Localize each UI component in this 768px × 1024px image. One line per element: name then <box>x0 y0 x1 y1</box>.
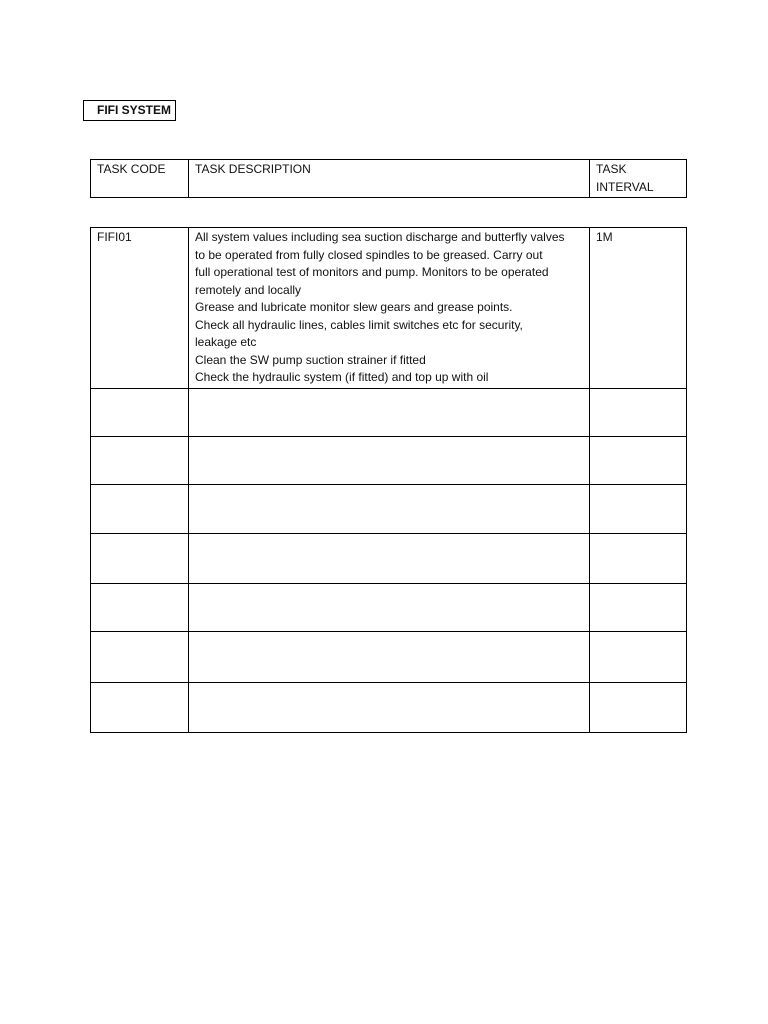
empty-cell <box>91 484 189 533</box>
task-description-line: Clean the SW pump suction strainer if fitted <box>195 352 426 367</box>
task-table <box>90 227 687 733</box>
empty-cell <box>91 388 189 436</box>
empty-cell <box>189 388 590 436</box>
task-description-line: Check the hydraulic system (if fitted) and top up with oil <box>195 370 489 384</box>
header-table <box>90 159 687 198</box>
table-row <box>91 631 687 682</box>
header-row <box>91 160 687 198</box>
header-task-interval-line2: INTERVAL <box>596 179 654 194</box>
table-row <box>91 388 687 436</box>
empty-cell <box>91 682 189 732</box>
empty-cell <box>590 436 687 484</box>
empty-cell <box>189 682 590 732</box>
header-task-description: TASK DESCRIPTION <box>189 160 590 198</box>
table-row <box>91 436 687 484</box>
empty-cell <box>91 436 189 484</box>
task-description-line: Grease and lubricate monitor slew gears and grease points. <box>195 300 513 314</box>
header-task-interval-line1: TASK <box>596 162 627 176</box>
task-description-cell <box>189 228 590 389</box>
task-description-line: Check all hydraulic lines, cables limit switches etc for security, <box>195 317 523 332</box>
empty-cell <box>590 533 687 583</box>
empty-cell <box>91 631 189 682</box>
empty-cell <box>590 583 687 631</box>
table-row <box>91 228 687 389</box>
table-row <box>91 583 687 631</box>
task-code-cell: FIFI01 <box>91 228 189 389</box>
empty-cell <box>590 388 687 436</box>
task-description-line: to be operated from fully closed spindles to be greased. Carry out <box>195 247 543 262</box>
empty-cell <box>189 583 590 631</box>
task-description-line: All system values including sea suction discharge and butterfly valves <box>195 230 565 244</box>
section-title: FIFI SYSTEM <box>83 100 176 121</box>
empty-cell <box>590 484 687 533</box>
empty-cell <box>189 533 590 583</box>
table-row <box>91 533 687 583</box>
empty-cell <box>189 484 590 533</box>
empty-cell <box>91 533 189 583</box>
empty-cell <box>189 436 590 484</box>
empty-cell <box>590 631 687 682</box>
empty-cell <box>189 631 590 682</box>
task-description-line: remotely and locally <box>195 282 302 297</box>
empty-cell <box>91 583 189 631</box>
task-description-line: leakage etc <box>195 335 257 349</box>
table-row <box>91 484 687 533</box>
header-task-code: TASK CODE <box>91 160 189 198</box>
table-row <box>91 682 687 732</box>
task-interval-cell: 1M <box>590 228 687 389</box>
empty-cell <box>590 682 687 732</box>
header-task-interval <box>590 160 687 198</box>
task-description-line: full operational test of monitors and pump. Monitors to be operated <box>195 265 549 279</box>
